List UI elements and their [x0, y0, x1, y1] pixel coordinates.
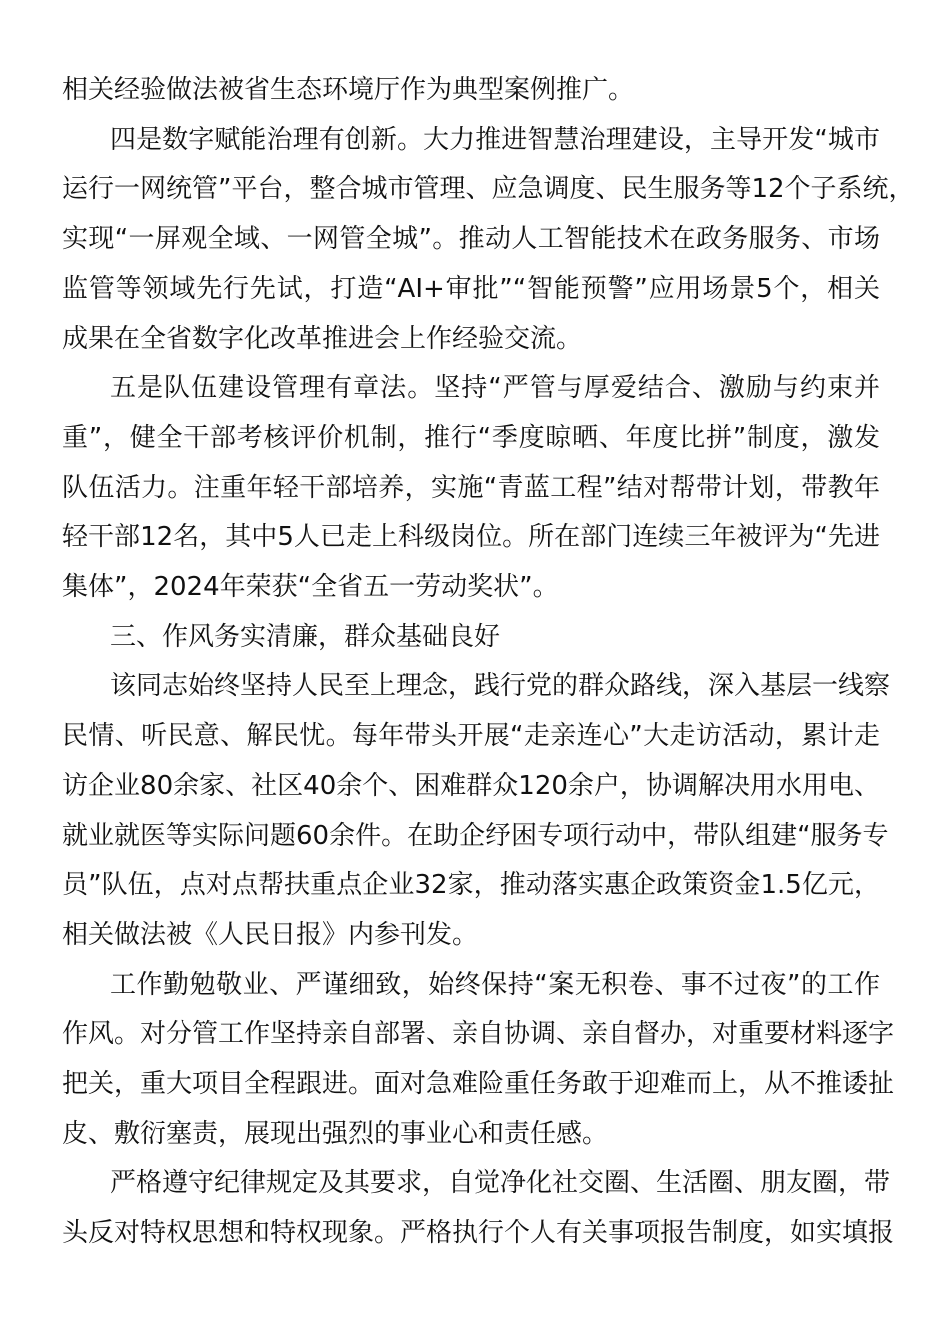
text-line: 头反对特权思想和特权现象。严格执行个人有关事项报告制度，如实填报 — [62, 1218, 895, 1249]
text-line: 该同志始终坚持人民至上理念，践行党的群众路线，深入基层一线察 — [110, 671, 891, 702]
text-line: 员”队伍，点对点帮扶重点企业32家，推动落实惠企政策资金1.5亿元， — [62, 870, 880, 901]
text-line: 三、作风务实清廉，群众基础良好 — [110, 621, 501, 652]
text-line: 监管等领域先行先试，打造“AI+审批”“智能预警”应用场景5个，相关 — [62, 273, 880, 304]
text-line: 成果在全省数字化改革推进会上作经验交流。 — [62, 323, 583, 354]
text-line: 就业就医等实际问题60余件。在助企纾困专项行动中，带队组建“服务专 — [62, 820, 889, 851]
text-line: 五是队伍建设管理有章法。坚持“严管与厚爱结合、激励与约束并 — [110, 373, 880, 404]
text-line: 民情、听民意、解民忧。每年带头开展“走亲连心”大走访活动，累计走 — [62, 721, 880, 752]
text-line: 皮、敷衍塞责，展现出强烈的事业心和责任感。 — [62, 1118, 609, 1149]
text-line: 实现“一屏观全域、一网管全城”。推动人工智能技术在政务服务、市场 — [62, 224, 880, 255]
text-line: 作风。对分管工作坚持亲自部署、亲自协调、亲自督办，对重要材料逐字 — [62, 1019, 895, 1050]
text-line: 重”，健全干部考核评价机制，推行“季度晾晒、年度比拼”制度，激发 — [62, 422, 880, 453]
text-line: 运行一网统管”平台，整合城市管理、应急调度、民生服务等12个子系统， — [62, 174, 915, 205]
text-line: 工作勤勉敬业、严谨细致，始终保持“案无积卷、事不过夜”的工作 — [110, 969, 880, 1000]
text-line: 集体”，2024年荣获“全省五一劳动奖状”。 — [62, 572, 559, 602]
text-line: 把关，重大项目全程跟进。面对急难险重任务敢于迎难而上，从不推诿扯 — [62, 1069, 895, 1099]
text-line: 轻干部12名，其中5人已走上科级岗位。所在部门连续三年被评为“先进 — [62, 522, 880, 553]
text-line: 四是数字赋能治理有创新。大力推进智慧治理建设，主导开发“城市 — [110, 124, 880, 155]
text-line: 访企业80余家、社区40余个、困难群众120余户，协调解决用水用电、 — [62, 770, 880, 801]
text-line: 严格遵守纪律规定及其要求，自觉净化社交圈、生活圈、朋友圈，带 — [110, 1168, 891, 1199]
text-line: 相关做法被《人民日报》内参刊发。 — [62, 919, 479, 950]
text-line: 队伍活力。注重年轻干部培养，实施“青蓝工程”结对帮带计划，带教年 — [62, 472, 880, 503]
text-line: 相关经验做法被省生态环境厅作为典型案例推广。 — [62, 75, 635, 105]
